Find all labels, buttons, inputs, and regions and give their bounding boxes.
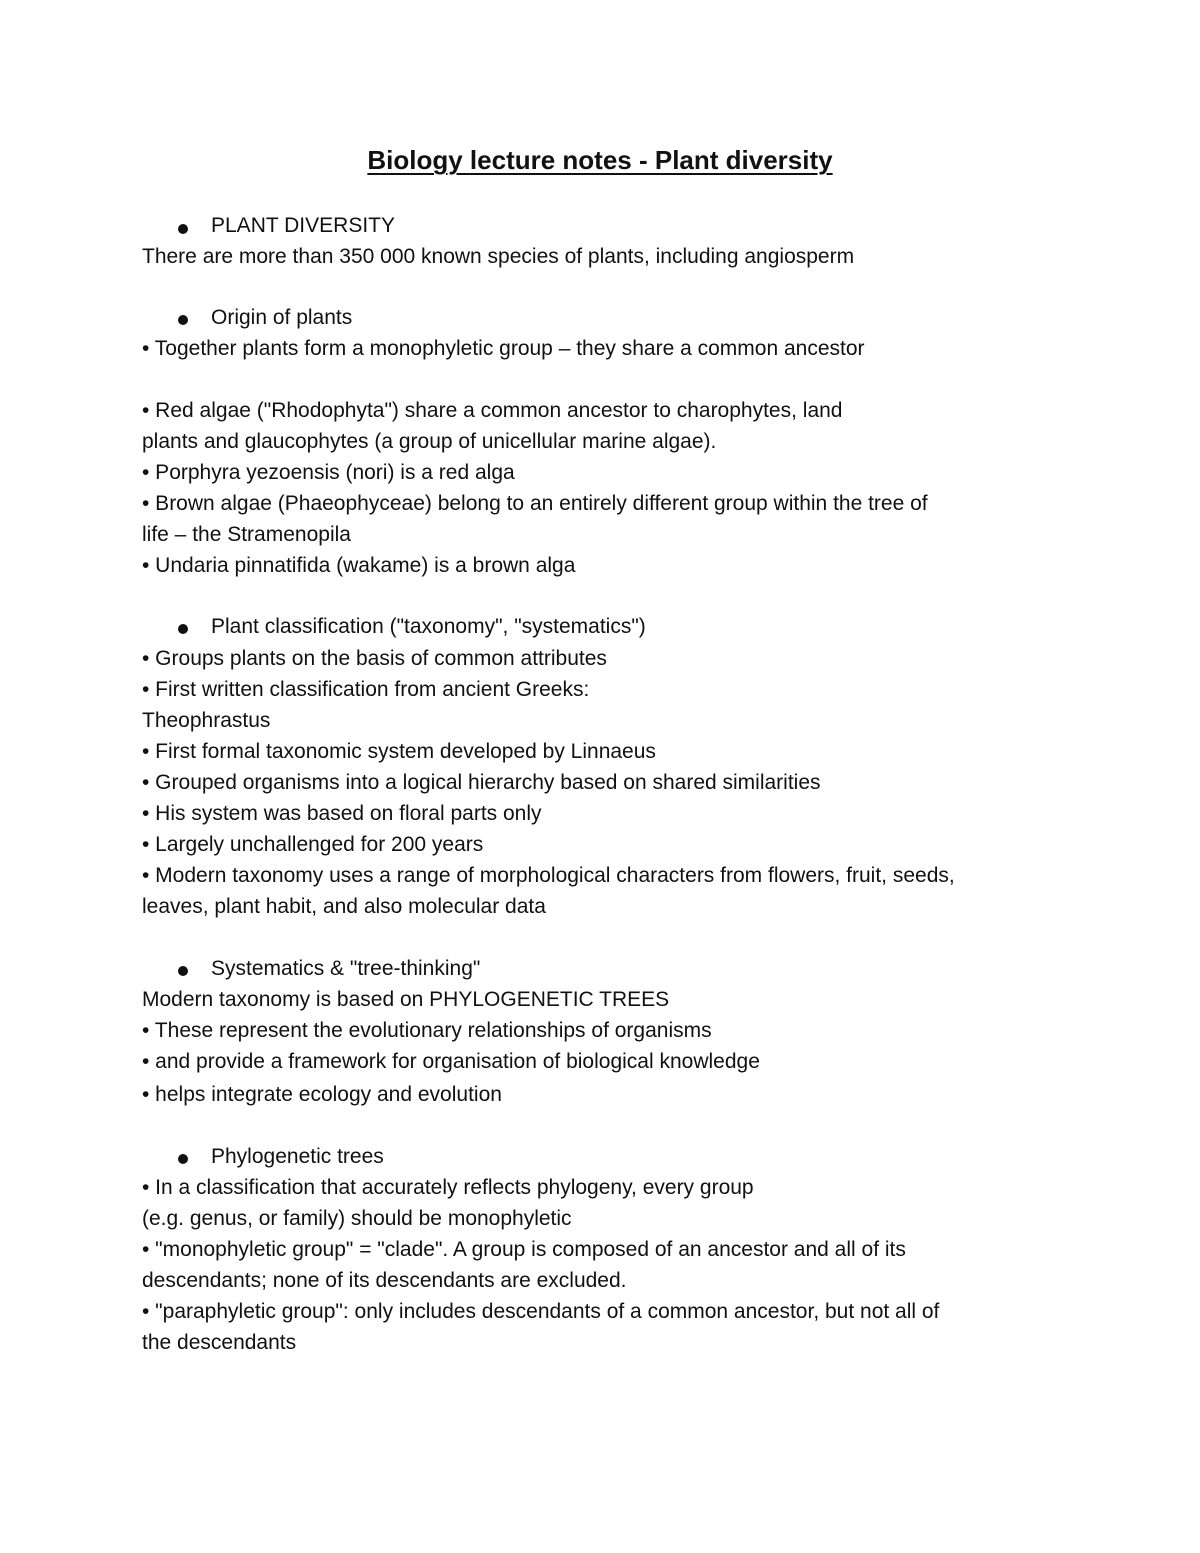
body-line: • and provide a framework for organisation of biological knowledge [142,1050,760,1073]
body-line: • Grouped organisms into a logical hierarchy based on shared similarities [142,771,821,794]
body-line: • Red algae ("Rhodophyta") share a common ancestor to charophytes, land [142,399,843,422]
body-line: There are more than 350 000 known species of plants, including angiosperm [142,245,855,268]
body-line: (e.g. genus, or family) should be monophyletic [142,1207,572,1230]
body-line: • "paraphyletic group": only includes descendants of a common ancestor, but not all of [142,1300,940,1323]
body-line: • His system was based on floral parts only [142,802,542,825]
bullet-icon [178,224,188,234]
body-line: life – the Stramenopila [142,523,351,546]
document-title: Biology lecture notes - Plant diversity [367,145,833,175]
section-heading: Origin of plants [211,306,353,329]
body-line: Theophrastus [142,709,271,732]
body-line: • In a classification that accurately reflects phylogeny, every group [142,1176,754,1199]
body-line: descendants; none of its descendants are excluded. [142,1269,627,1292]
body-line: • Undaria pinnatifida (wakame) is a brown alga [142,554,576,577]
body-line: the descendants [142,1331,297,1354]
body-line: • Porphyra yezoensis (nori) is a red alga [142,461,515,484]
section-heading: PLANT DIVERSITY [211,214,395,237]
section-heading: Phylogenetic trees [211,1145,384,1168]
bullet-icon [178,624,188,634]
body-line: • "monophyletic group" = "clade". A group is composed of an ancestor and all of its [142,1238,906,1261]
body-line: • Together plants form a monophyletic group – they share a common ancestor [142,337,865,360]
body-line: plants and glaucophytes (a group of unicellular marine algae). [142,430,717,453]
body-line: • Modern taxonomy uses a range of morphological characters from flowers, fruit, seeds, [142,864,955,887]
body-line: • First formal taxonomic system developed by Linnaeus [142,740,656,763]
body-line: leaves, plant habit, and also molecular data [142,895,546,918]
body-line: • These represent the evolutionary relationships of organisms [142,1019,712,1042]
section-heading: Systematics & "tree-thinking" [211,957,481,980]
body-line: • Largely unchallenged for 200 years [142,833,484,856]
body-line: • Groups plants on the basis of common attributes [142,647,607,670]
bullet-icon [178,966,188,976]
body-line: • First written classification from ancient Greeks: [142,678,590,701]
body-line: Modern taxonomy is based on PHYLOGENETIC TREES [142,988,670,1011]
body-line: • helps integrate ecology and evolution [142,1083,502,1106]
bullet-icon [178,1154,188,1164]
bullet-icon [178,315,188,325]
body-line: • Brown algae (Phaeophyceae) belong to an entirely different group within the tree of [142,492,928,515]
section-heading: Plant classification ("taxonomy", "systematics") [211,615,646,638]
